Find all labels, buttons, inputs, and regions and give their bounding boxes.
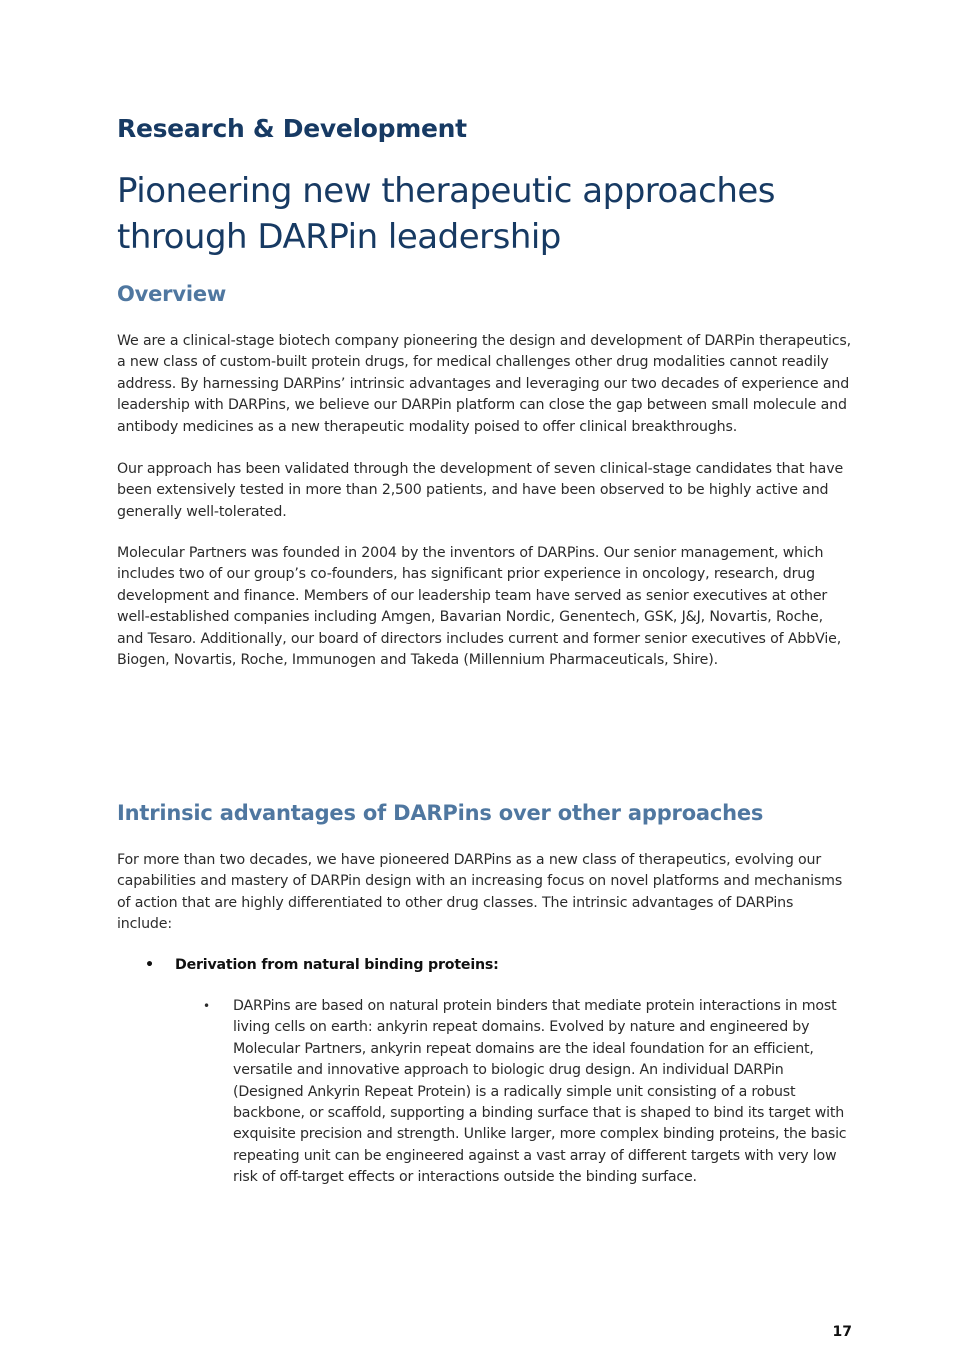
section-label: Research & Development <box>117 114 467 143</box>
advantages-intro: For more than two decades, we have pioneered DARPins as a new class of therapeutics, evolving our capabilities and mastery of DARPin design with an increasing focus on novel platforms and mechanisms of action that are highly differentiated to other drug classes. The intrinsic advantages of DARPins include: <box>117 852 843 933</box>
overview-paragraph-1: We are a clinical-stage biotech company pioneering the design and development of DARPin therapeutics, a new class of custom-built protein drugs, for medical challenges other drug modalities cannot readily address. By harnessing DARPins’ intrinsic advantages and leveraging our two decades of experience and leadership with DARPins, we believe our DARPin platform can close the gap between small molecule and antibody medicines as a new therapeutic modality poised to offer clinical breakthroughs. <box>117 333 852 435</box>
overview-paragraph-2: Our approach has been validated through the development of seven clinical-stage candidates that have been extensively tested in more than 2,500 patients, and have been observed to be highly active and generally well-tolerated. <box>117 461 844 520</box>
page-headline: Pioneering new therapeutic approaches through DARPin leadership <box>117 171 776 257</box>
bullet-title: Derivation from natural binding proteins: <box>175 957 499 973</box>
sub-bullet-text: DARPins are based on natural protein binders that mediate protein interactions in most living cells on earth: ankyrin repeat domains. Evolved by nature and engineered by Molecular Partners, ankyrin repeat domains are the ideal foundation for an efficient, versatile and innovative approach to biologic drug design. An individual DARPin (Designed Ankyrin Repeat Protein) is a radically simple unit consisting of a robust backbone, or scaffold, supporting a binding surface that is shaped to bind its target with exquisite precision and strength. Unlike larger, more complex binding proteins, the basic repeating unit can be engineered against a vast array of different targets with very low risk of off-target effects or interactions outside the binding surface. <box>233 998 847 1186</box>
overview-heading: Overview <box>117 282 227 306</box>
page-number: 17 <box>832 1324 852 1340</box>
bullet-icon: • <box>145 957 155 973</box>
advantages-heading: Intrinsic advantages of DARPins over other approaches <box>117 801 764 825</box>
sub-bullet-icon: • <box>203 999 211 1013</box>
overview-paragraph-3: Molecular Partners was founded in 2004 by the inventors of DARPins. Our senior management, which includes two of our group’s co-founders, has significant prior experience in oncology, research, drug development and finance. Members of our leadership team have served as senior executives at other well-established companies including Amgen, Bavarian Nordic, Genentech, GSK, J&J, Novartis, Roche, and Tesaro. Additionally, our board of directors includes current and former senior executives of AbbVie, Biogen, Novartis, Roche, Immunogen and Takeda (Millennium Pharmaceuticals, Shire). <box>117 545 842 669</box>
